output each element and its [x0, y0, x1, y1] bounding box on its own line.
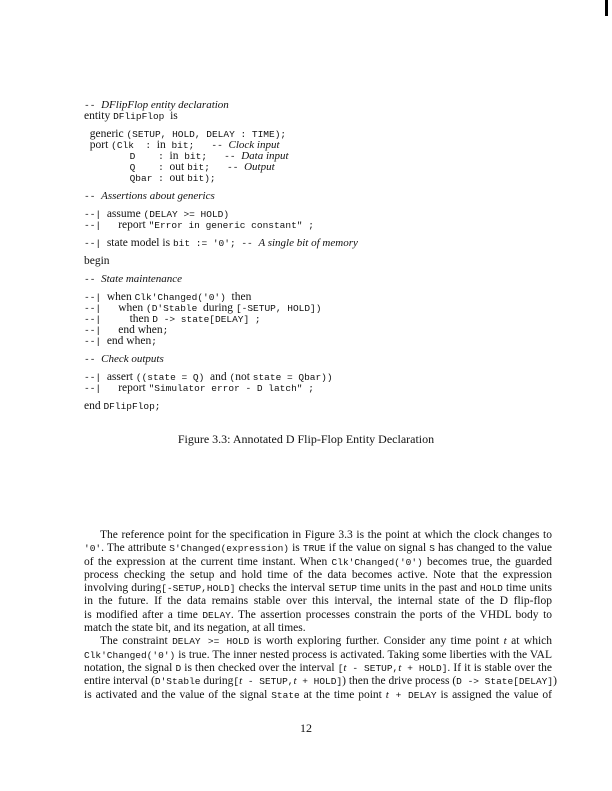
text-segment: process checking the setup and hold time of the data becomes active. Note that the expression: [84, 568, 552, 581]
text-segment: ;: [151, 336, 157, 347]
text-segment: bit; --: [171, 140, 229, 151]
text-segment: . The attribute: [101, 542, 170, 555]
text-segment: at the time point: [299, 688, 386, 701]
text-segment: + DELAY: [388, 689, 437, 701]
text-segment: not: [235, 371, 253, 383]
text-segment: Assertions about generics: [101, 190, 215, 202]
text-segment: entire interval (: [84, 675, 155, 688]
text-line: [84, 648, 552, 661]
text-segment: end when: [118, 324, 163, 336]
text-line: [84, 608, 552, 621]
text-segment: notation, the signal: [84, 661, 176, 674]
text-line: [84, 528, 552, 541]
text-segment: + HOLD]: [401, 662, 448, 674]
text-segment: t: [503, 635, 507, 648]
code-line: [84, 303, 358, 314]
code-line: [84, 249, 358, 256]
text-segment: --|: [84, 292, 107, 303]
text-segment: bit; --: [187, 162, 245, 173]
text-segment: Clk'Changed('0'): [331, 556, 423, 568]
code-line: [84, 162, 358, 173]
text-segment: Qbar :: [84, 173, 170, 184]
code-line: [84, 354, 358, 365]
text-segment: out: [169, 161, 188, 173]
code-line: [84, 383, 358, 394]
vhdl-code-listing: [84, 100, 358, 412]
text-segment: + HOLD]: [296, 676, 343, 688]
text-segment: is then checked over the interval: [181, 661, 338, 674]
text-segment: during: [203, 302, 236, 314]
text-segment: S: [429, 543, 435, 555]
text-segment: D'Stable: [154, 676, 201, 688]
text-segment: bit);: [187, 173, 216, 184]
text-segment: [-SETUP, HOLD]): [235, 303, 322, 314]
text-segment: DFlipFlop entity declaration: [101, 99, 229, 111]
text-line: [84, 555, 552, 568]
text-line: [84, 568, 552, 581]
text-segment: end when: [106, 335, 152, 347]
text-segment: t: [239, 675, 243, 688]
text-segment: Clk'Changed('0'): [134, 292, 232, 303]
text-segment: time units in the past and: [357, 582, 481, 595]
text-segment: DFlipFlop;: [103, 401, 161, 412]
text-segment: --|: [84, 209, 107, 220]
text-segment: is modified after a time: [84, 608, 203, 621]
text-segment: S'Changed(expression): [169, 543, 290, 555]
text-segment: is true. The inner nested process is activated. Taking some liberties with the VAL: [175, 648, 552, 661]
text-segment: (: [229, 372, 236, 383]
text-line: [84, 688, 552, 701]
text-segment: report: [118, 219, 149, 231]
text-segment: when: [106, 291, 135, 303]
code-line: [84, 238, 358, 249]
text-line: [84, 594, 552, 607]
text-line: [84, 541, 552, 554]
text-segment: ;: [162, 325, 169, 336]
text-line: [84, 581, 552, 594]
text-segment: entity: [84, 110, 114, 122]
text-segment: involving during: [84, 582, 162, 595]
text-segment: in: [169, 150, 185, 162]
text-segment: "Error in generic constant" ;: [148, 220, 314, 231]
text-segment: t: [398, 661, 402, 674]
text-segment: generic: [84, 128, 127, 140]
text-segment: Check outputs: [101, 353, 164, 365]
text-segment: end: [84, 400, 104, 412]
text-segment: out: [169, 172, 188, 184]
text-segment: then: [231, 291, 252, 303]
text-segment: DELAY: [202, 609, 231, 621]
code-line: [84, 140, 358, 151]
code-line: [84, 274, 358, 285]
text-segment: at which: [506, 635, 552, 648]
text-segment: [: [337, 662, 344, 674]
text-line: [84, 621, 552, 634]
text-segment: - SETUP,: [346, 662, 399, 674]
code-line: [84, 256, 358, 267]
text-segment: DELAY >= HOLD: [172, 636, 250, 648]
text-segment: is: [170, 110, 178, 122]
text-segment: t: [343, 661, 347, 674]
text-segment: --|: [84, 314, 130, 325]
text-segment: . If it is stable over the: [447, 661, 553, 674]
text-segment: is: [289, 542, 303, 555]
text-segment: D :: [84, 151, 170, 162]
text-segment: and: [210, 371, 230, 383]
text-segment: [: [233, 676, 240, 688]
text-segment: . The assertion processes constrain the ports of the VHDL body to: [230, 608, 553, 621]
text-segment: Clk'Changed('0'): [84, 649, 176, 661]
text-segment: D: [175, 662, 182, 674]
text-segment: bit; --: [184, 151, 242, 162]
text-segment: TRUE: [302, 543, 326, 555]
text-segment: port: [84, 139, 112, 151]
text-segment: ): [553, 675, 557, 688]
text-segment: The reference point for the specification in Figure 3.3 is the point at which the clock changes to: [100, 529, 552, 541]
text-segment: D -> State[DELAY]: [456, 676, 554, 688]
code-line: [84, 394, 358, 401]
text-segment: [-SETUP,HOLD]: [161, 583, 236, 595]
text-segment: during: [200, 675, 234, 688]
text-segment: --: [84, 274, 102, 285]
text-segment: bit := '0'; --: [172, 238, 259, 249]
code-line: [84, 191, 358, 202]
text-segment: match the state bit, and its negation, at all times.: [84, 622, 306, 635]
text-segment: when: [118, 302, 147, 314]
code-line: [84, 111, 358, 122]
text-segment: t: [293, 675, 297, 688]
text-segment: --|: [84, 303, 119, 314]
figure-caption: Figure 3.3: Annotated D Flip-Flop Entity Declaration: [177, 432, 435, 446]
text-segment: --: [84, 100, 102, 111]
text-segment: D -> state[DELAY] ;: [152, 314, 261, 325]
text-segment: '0': [84, 543, 102, 555]
text-segment: (Clk :: [111, 140, 157, 151]
text-segment: begin: [84, 255, 110, 267]
text-segment: (D'Stable: [146, 303, 204, 314]
text-segment: HOLD: [480, 583, 503, 595]
text-segment: ) then the drive process (: [342, 675, 457, 688]
text-segment: --|: [84, 220, 119, 231]
text-segment: SETUP: [328, 583, 358, 595]
text-segment: assume: [106, 208, 144, 220]
text-segment: --|: [84, 238, 107, 249]
text-segment: of the expression at the current time instant. When: [84, 555, 332, 568]
text-segment: state model is: [106, 237, 173, 249]
code-line: [84, 336, 358, 347]
text-segment: The constraint: [100, 635, 173, 648]
text-segment: in: [156, 139, 172, 151]
text-segment: checks the interval: [235, 582, 329, 595]
text-segment: --|: [84, 336, 107, 347]
text-segment: --|: [84, 372, 107, 383]
scan-edge-mark: [605, 0, 608, 16]
text-segment: report: [118, 382, 149, 394]
text-segment: --|: [84, 383, 119, 394]
text-segment: has changed to the value: [434, 542, 552, 555]
code-line: [84, 129, 358, 140]
text-segment: (SETUP, HOLD, DELAY : TIME);: [126, 129, 287, 140]
text-segment: then: [129, 313, 153, 325]
text-segment: if the value on signal: [325, 542, 430, 555]
code-line: [84, 151, 358, 162]
code-line: [84, 220, 358, 231]
page-number: 12: [300, 721, 312, 735]
text-segment: is activated and the value of the signal: [84, 688, 272, 701]
text-segment: --: [84, 191, 102, 202]
text-segment: --: [84, 354, 102, 365]
text-segment: becomes true, the guarded: [422, 555, 552, 568]
text-segment: --|: [84, 325, 119, 336]
text-segment: state = Qbar)): [252, 372, 333, 383]
text-segment: - SETUP,: [242, 676, 294, 688]
text-segment: Q :: [84, 162, 170, 173]
text-segment: (DELAY >= HOLD): [143, 209, 230, 220]
text-segment: DFlipFlop: [113, 111, 171, 122]
text-segment: A single bit of memory: [258, 237, 358, 249]
text-segment: State: [271, 689, 300, 701]
text-segment: Clock input: [228, 139, 280, 151]
text-line: [84, 661, 552, 674]
text-segment: "Simulator error - D latch" ;: [148, 383, 314, 394]
text-segment: Output: [244, 161, 275, 173]
text-segment: time units: [502, 582, 552, 595]
code-line: [84, 401, 358, 412]
text-segment: in the future. If the data remains stable over this interval, the internal state of the D flip-flop: [84, 595, 552, 608]
code-line: [84, 173, 358, 184]
text-line: [84, 674, 557, 688]
text-segment: Data input: [241, 150, 289, 162]
code-line: [84, 100, 358, 111]
text-segment: t: [385, 688, 389, 701]
text-segment: State maintenance: [101, 273, 183, 285]
text-segment: ((state = Q): [135, 372, 210, 383]
text-segment: is assigned the value of: [436, 688, 552, 701]
text-segment: assert: [106, 371, 136, 383]
text-segment: is worth exploring further. Consider any time point: [249, 635, 504, 648]
text-line: [84, 634, 552, 647]
body-paragraphs: [84, 528, 557, 701]
